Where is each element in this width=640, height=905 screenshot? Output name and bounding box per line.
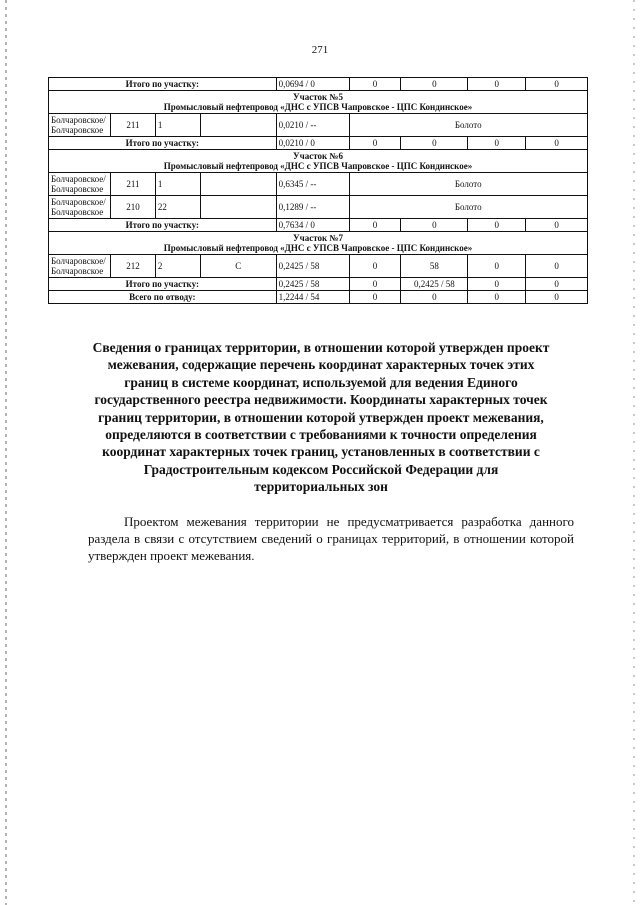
area-cell: 0,2425 / 58 (276, 255, 349, 278)
total-label: Итого по участку: (49, 137, 277, 150)
land-row (49, 114, 588, 137)
land-name-cell: Болчаровское/ Болчаровское (49, 255, 111, 278)
value-cell: 0 (526, 291, 588, 304)
value-cell: 0 (526, 137, 588, 150)
total-row (49, 278, 588, 291)
area-cell: 0,2425 / 58 (276, 278, 349, 291)
value-cell: 0 (349, 291, 401, 304)
value-cell: 0 (349, 78, 401, 91)
value-cell: 0 (468, 255, 526, 278)
total-row (49, 137, 588, 150)
land-name-cell: Болчаровское/ Болчаровское (49, 114, 111, 137)
value-cell: 0 (468, 278, 526, 291)
value-cell: 0 (349, 278, 401, 291)
value-cell: 0 (401, 219, 468, 232)
section-title: Участок №7 (293, 233, 343, 243)
land-type-cell: Болото (349, 114, 588, 137)
area-cell: 0,0694 / 0 (276, 78, 349, 91)
value-cell: 0,2425 / 58 (401, 278, 468, 291)
category-cell (200, 196, 276, 219)
category-cell (200, 114, 276, 137)
section-subtitle: Промысловый нефтепровод «ДНС с УПСВ Чапровское - ЦПС Кондинское» (163, 161, 473, 171)
section-header-row (49, 150, 588, 173)
page-number: 271 (311, 44, 329, 56)
section-header-cell (49, 232, 588, 255)
value-cell: 0 (401, 137, 468, 150)
value-cell: 0 (468, 78, 526, 91)
total-label: Всего по отводу: (49, 291, 277, 304)
land-type-cell: Болото (349, 196, 588, 219)
value-cell: 0 (468, 137, 526, 150)
land-name-cell: Болчаровское/ Болчаровское (49, 196, 111, 219)
value-cell: 58 (401, 255, 468, 278)
category-cell (200, 173, 276, 196)
area-cell: 1,2244 / 54 (276, 291, 349, 304)
value-cell: 0 (349, 137, 401, 150)
land-type-cell: Болото (349, 173, 588, 196)
area-cell: 0,6345 / -- (276, 173, 349, 196)
land-row (49, 173, 588, 196)
detail-row (49, 255, 588, 278)
plot-cell: 1 (155, 173, 200, 196)
value-cell: 0 (468, 219, 526, 232)
parcels-table (48, 77, 588, 304)
block-cell: 211 (110, 173, 155, 196)
value-cell: 0 (349, 255, 401, 278)
area-cell: 0,7634 / 0 (276, 219, 349, 232)
block-cell: 211 (110, 114, 155, 137)
body-paragraph: Проектом межевания территории не предусматривается разработка данного раздела в связи с отсутствием сведений о границах территорий, в отношении которой утвержден проект межевания. (88, 514, 574, 563)
category-cell: С (200, 255, 276, 278)
block-cell: 210 (110, 196, 155, 219)
section-subtitle: Промысловый нефтепровод «ДНС с УПСВ Чапровское - ЦПС Кондинское» (163, 102, 473, 112)
land-row (49, 196, 588, 219)
value-cell: 0 (526, 78, 588, 91)
value-cell: 0 (526, 219, 588, 232)
total-row (49, 219, 588, 232)
land-name-cell: Болчаровское/ Болчаровское (49, 173, 111, 196)
section-title: Участок №5 (293, 92, 343, 102)
area-cell: 0,0210 / -- (276, 114, 349, 137)
total-label: Итого по участку: (49, 278, 277, 291)
section-header-row (49, 91, 588, 114)
total-label: Итого по участку: (49, 78, 277, 91)
area-cell: 0,0210 / 0 (276, 137, 349, 150)
value-cell: 0 (526, 278, 588, 291)
value-cell: 0 (401, 291, 468, 304)
block-cell: 212 (110, 255, 155, 278)
plot-cell: 2 (155, 255, 200, 278)
section-heading: Сведения о границах территории, в отношении которой утвержден проект межевания, содержащие перечень координат характерных точек этих границ в системе координат, используемой для ведения Единого государственного реестра недвижимости. Координаты характерных точек границ территории, в отношении которой утвержден проект межевания, определяются в соответствии с требованиями к точности определения координат характерных точек границ, установленных в соответствии с Градостроительным кодексом Российской Федерации для территориальных зон (92, 340, 550, 495)
value-cell: 0 (349, 219, 401, 232)
section-subtitle: Промысловый нефтепровод «ДНС с УПСВ Чапровское - ЦПС Кондинское» (163, 243, 473, 253)
plot-cell: 1 (155, 114, 200, 137)
total-row (49, 291, 588, 304)
total-label: Итого по участку: (49, 219, 277, 232)
section-header-cell (49, 91, 588, 114)
value-cell: 0 (401, 78, 468, 91)
section-header-cell (49, 150, 588, 173)
total-row (49, 78, 588, 91)
scan-edge-right (633, 0, 635, 905)
area-cell: 0,1289 / -- (276, 196, 349, 219)
value-cell: 0 (526, 255, 588, 278)
value-cell: 0 (468, 291, 526, 304)
section-title: Участок №6 (293, 151, 343, 161)
section-header-row (49, 232, 588, 255)
scan-edge-left (5, 0, 7, 905)
plot-cell: 22 (155, 196, 200, 219)
